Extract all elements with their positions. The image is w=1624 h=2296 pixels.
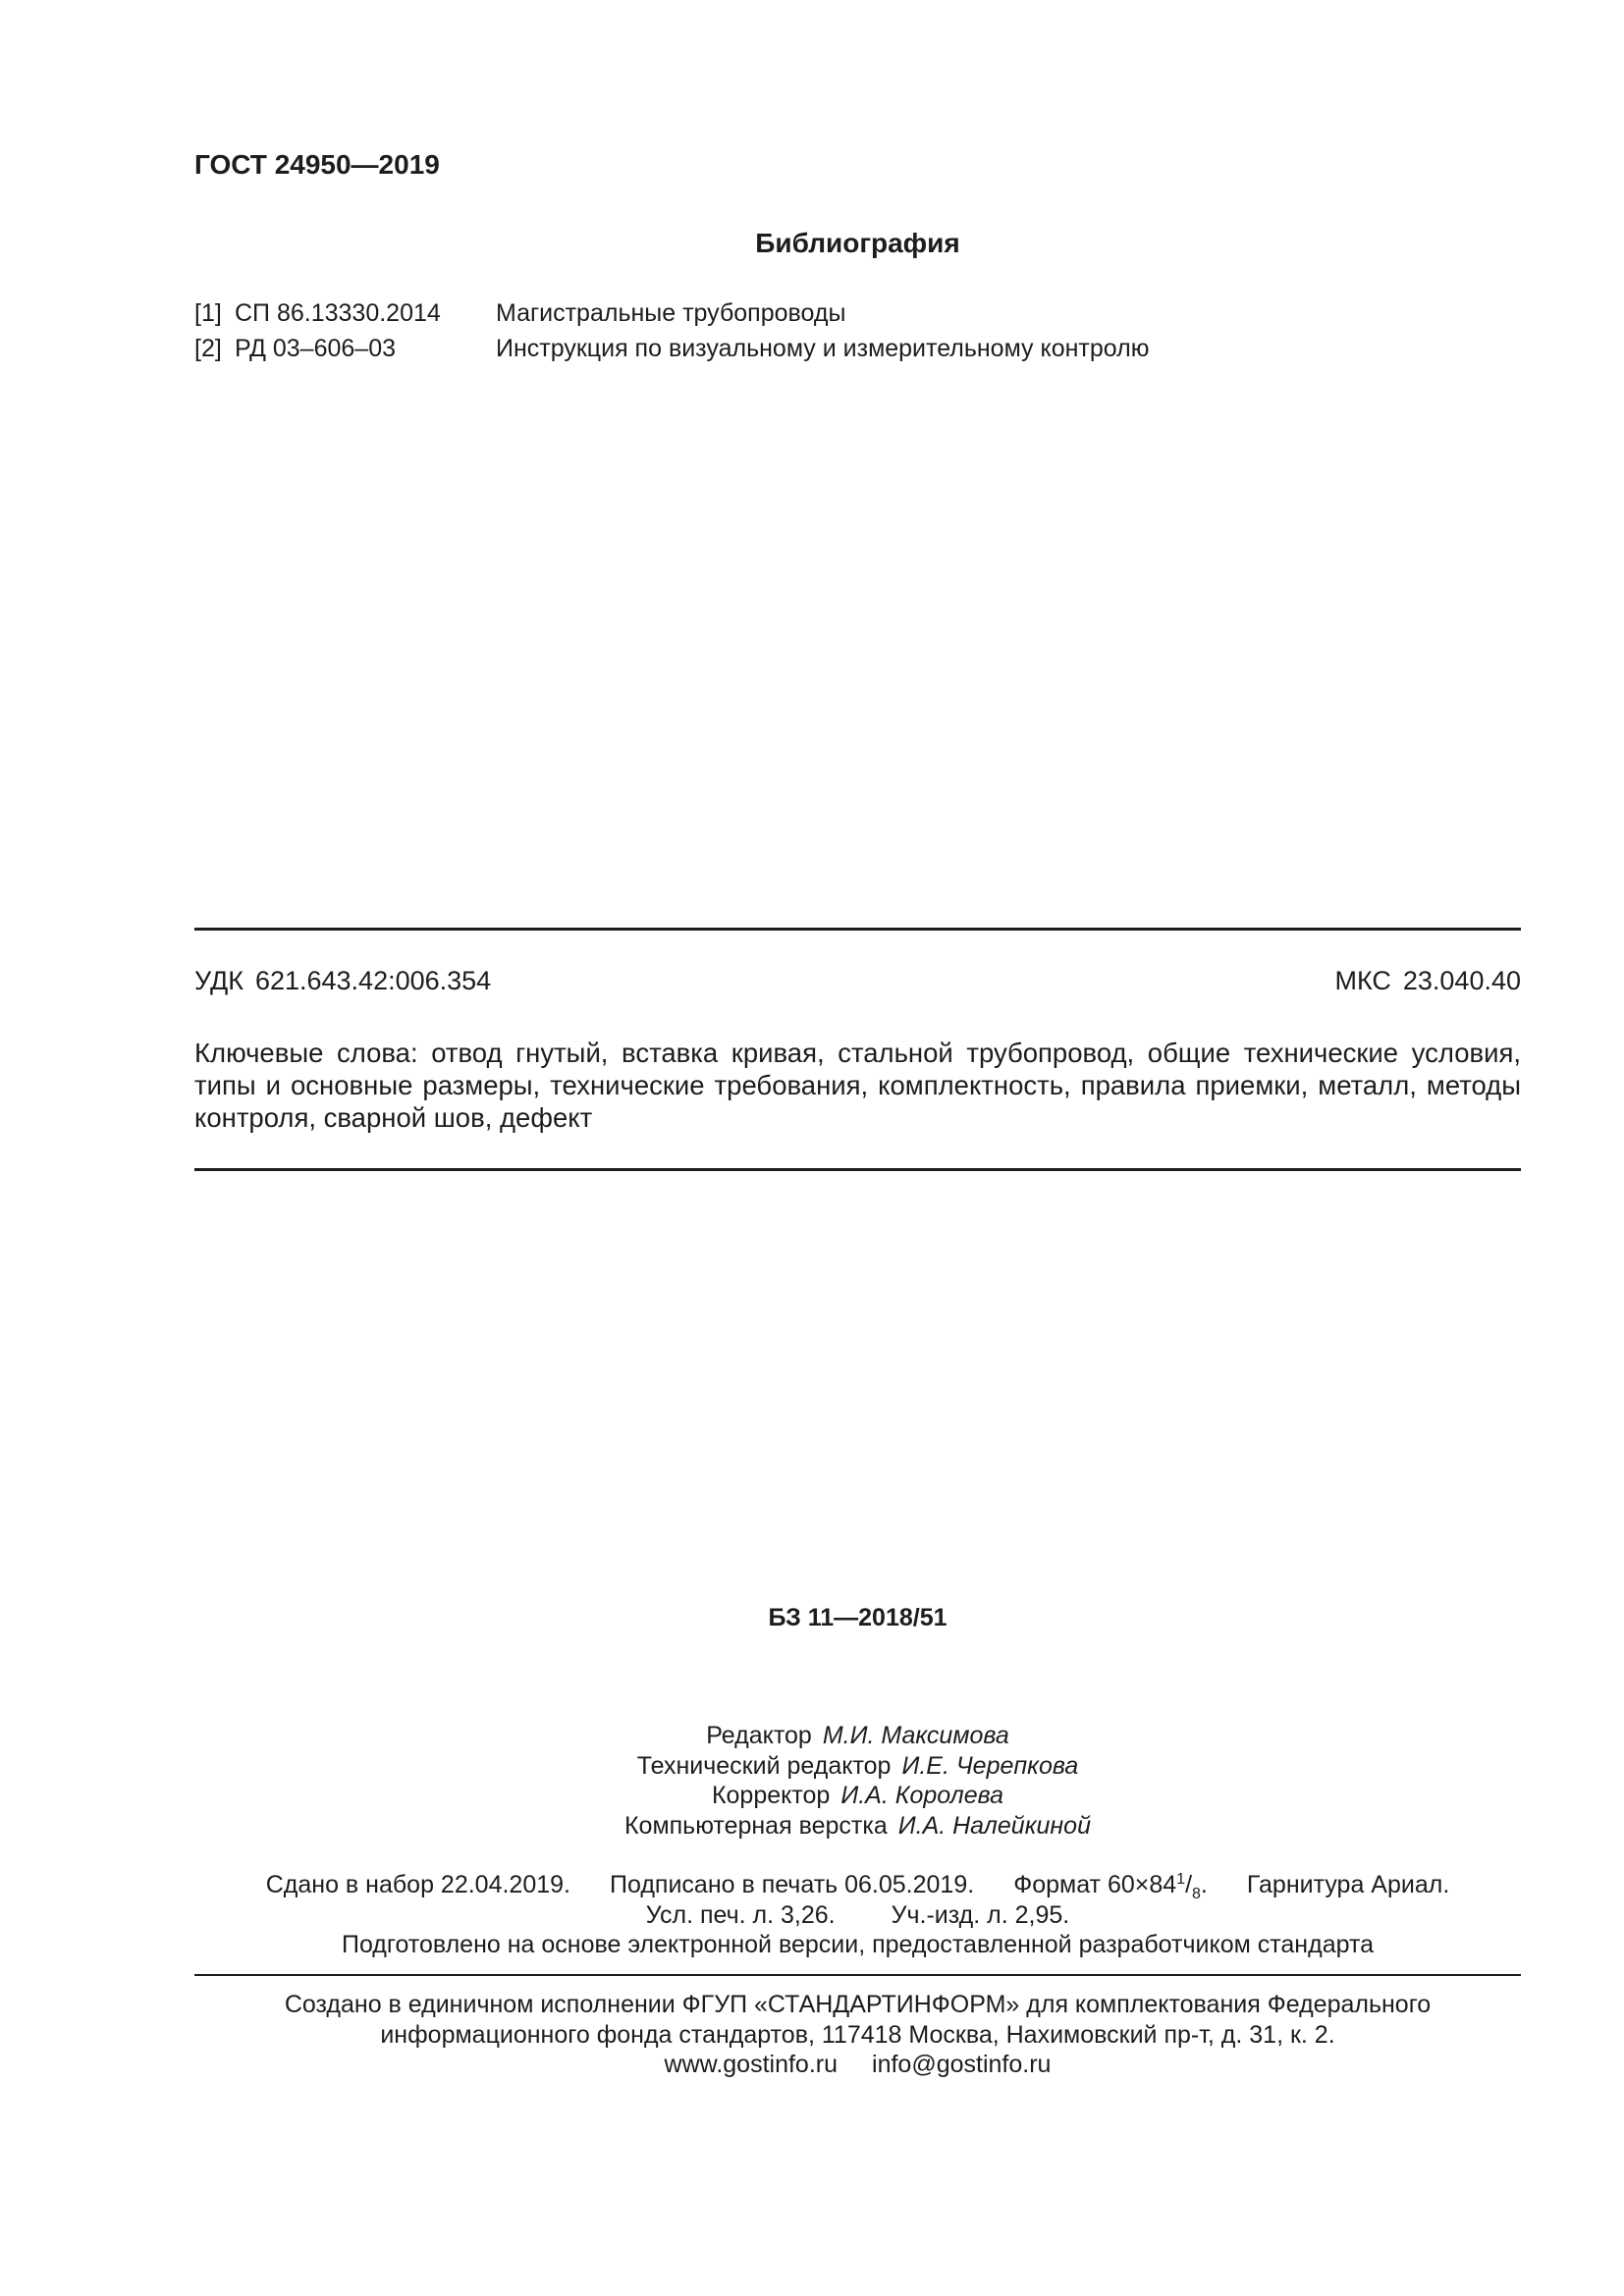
udk-code bbox=[194, 964, 491, 997]
footer-line bbox=[194, 1990, 1521, 2020]
entry-title: Магистральные трубопроводы bbox=[496, 299, 846, 327]
format-end: . bbox=[1200, 1871, 1208, 1898]
footer-contacts bbox=[194, 2050, 1521, 2080]
credit-role: Компьютерная верстка bbox=[623, 1811, 888, 1840]
format-slash: / bbox=[1185, 1871, 1193, 1898]
keywords-line: контроля, сварной шов, дефект bbox=[194, 1102, 593, 1133]
print-details-line bbox=[194, 1900, 1521, 1931]
entry-code: РД 03–606–03 bbox=[235, 335, 397, 362]
editorial-credits bbox=[194, 1721, 1521, 1841]
publisher-footer bbox=[194, 1990, 1521, 2080]
credit-line bbox=[194, 1781, 1521, 1811]
website-text: www.gostinfo.ru bbox=[664, 2051, 839, 2078]
email-text: info@gostinfo.ru bbox=[872, 2051, 1052, 2078]
credit-name: И.А. Королева bbox=[840, 1782, 1004, 1809]
typeface: Гарнитура Ариал. bbox=[1246, 1871, 1450, 1898]
format-numerator: 1 bbox=[1176, 1871, 1186, 1888]
mks-label: МКС bbox=[1334, 966, 1391, 995]
footer-divider bbox=[194, 1974, 1521, 1976]
mks-value: 23.040.40 bbox=[1402, 966, 1521, 995]
udk-value: 621.643.42:006.354 bbox=[254, 966, 492, 995]
keywords-paragraph bbox=[194, 1037, 1521, 1134]
prepared-note: Подготовлено на основе электронной версии, предоставленной разработчиком стандарта bbox=[341, 1931, 1375, 1958]
credit-name: И.А. Налейкиной bbox=[897, 1811, 1091, 1840]
mks-code bbox=[1334, 964, 1521, 997]
entry-title: Инструкция по визуальному и измерительному контролю bbox=[496, 335, 1150, 362]
submitted-date: Сдано в набор 22.04.2019. bbox=[265, 1871, 570, 1898]
credit-line bbox=[194, 1721, 1521, 1751]
standard-designation: ГОСТ 24950—2019 bbox=[194, 149, 440, 180]
credit-name: И.Е. Черепкова bbox=[901, 1751, 1079, 1780]
publisher-sheets: Уч.-изд. л. 2,95. bbox=[891, 1900, 1070, 1929]
format-denominator: 8 bbox=[1192, 1886, 1201, 1902]
credit-role: Технический редактор bbox=[636, 1751, 892, 1780]
bibliography-entry bbox=[194, 331, 1521, 366]
entry-number: [2] bbox=[194, 335, 222, 362]
print-details-line bbox=[194, 1930, 1521, 1960]
print-details bbox=[194, 1870, 1521, 1960]
entry-number: [1] bbox=[194, 299, 222, 327]
credit-name: М.И. Максимова bbox=[822, 1722, 1009, 1749]
footer-line bbox=[194, 2020, 1521, 2051]
signed-date: Подписано в печать 06.05.2019. bbox=[610, 1871, 975, 1898]
keywords-line: типы и основные размеры, технические требования, комплектность, правила приемки, металл, методы bbox=[194, 1070, 1521, 1100]
entry-code: СП 86.13330.2014 bbox=[235, 299, 441, 327]
print-details-line bbox=[194, 1870, 1521, 1900]
credit-line bbox=[194, 1811, 1521, 1842]
udk-label: УДК bbox=[194, 966, 244, 995]
footer-text: Создано в единичном исполнении ФГУП «СТАНДАРТИНФОРМ» для комплектования Федерального bbox=[284, 1991, 1432, 2018]
print-sheets: Усл. печ. л. 3,26. bbox=[645, 1900, 836, 1929]
bibliography-entry bbox=[194, 295, 1521, 331]
credit-line bbox=[194, 1751, 1521, 1782]
bibliography-list bbox=[194, 295, 1521, 366]
bz-number: БЗ 11—2018/51 bbox=[768, 1604, 947, 1631]
classification-row bbox=[194, 964, 1521, 997]
section-divider bbox=[194, 928, 1521, 931]
footer-text: информационного фонда стандартов, 117418 Москва, Нахимовский пр-т, д. 31, к. 2. bbox=[380, 2020, 1335, 2049]
credit-role: Редактор bbox=[706, 1722, 812, 1749]
format-text: Формат 60×84 bbox=[1013, 1871, 1177, 1898]
section-divider bbox=[194, 1168, 1521, 1171]
paper-format bbox=[1013, 1870, 1208, 1900]
credit-role: Корректор bbox=[711, 1782, 831, 1809]
keywords-line: Ключевые слова: отвод гнутый, вставка кривая, стальной трубопровод, общие технические условия, bbox=[194, 1038, 1521, 1068]
bibliography-title: Библиография bbox=[755, 228, 960, 258]
